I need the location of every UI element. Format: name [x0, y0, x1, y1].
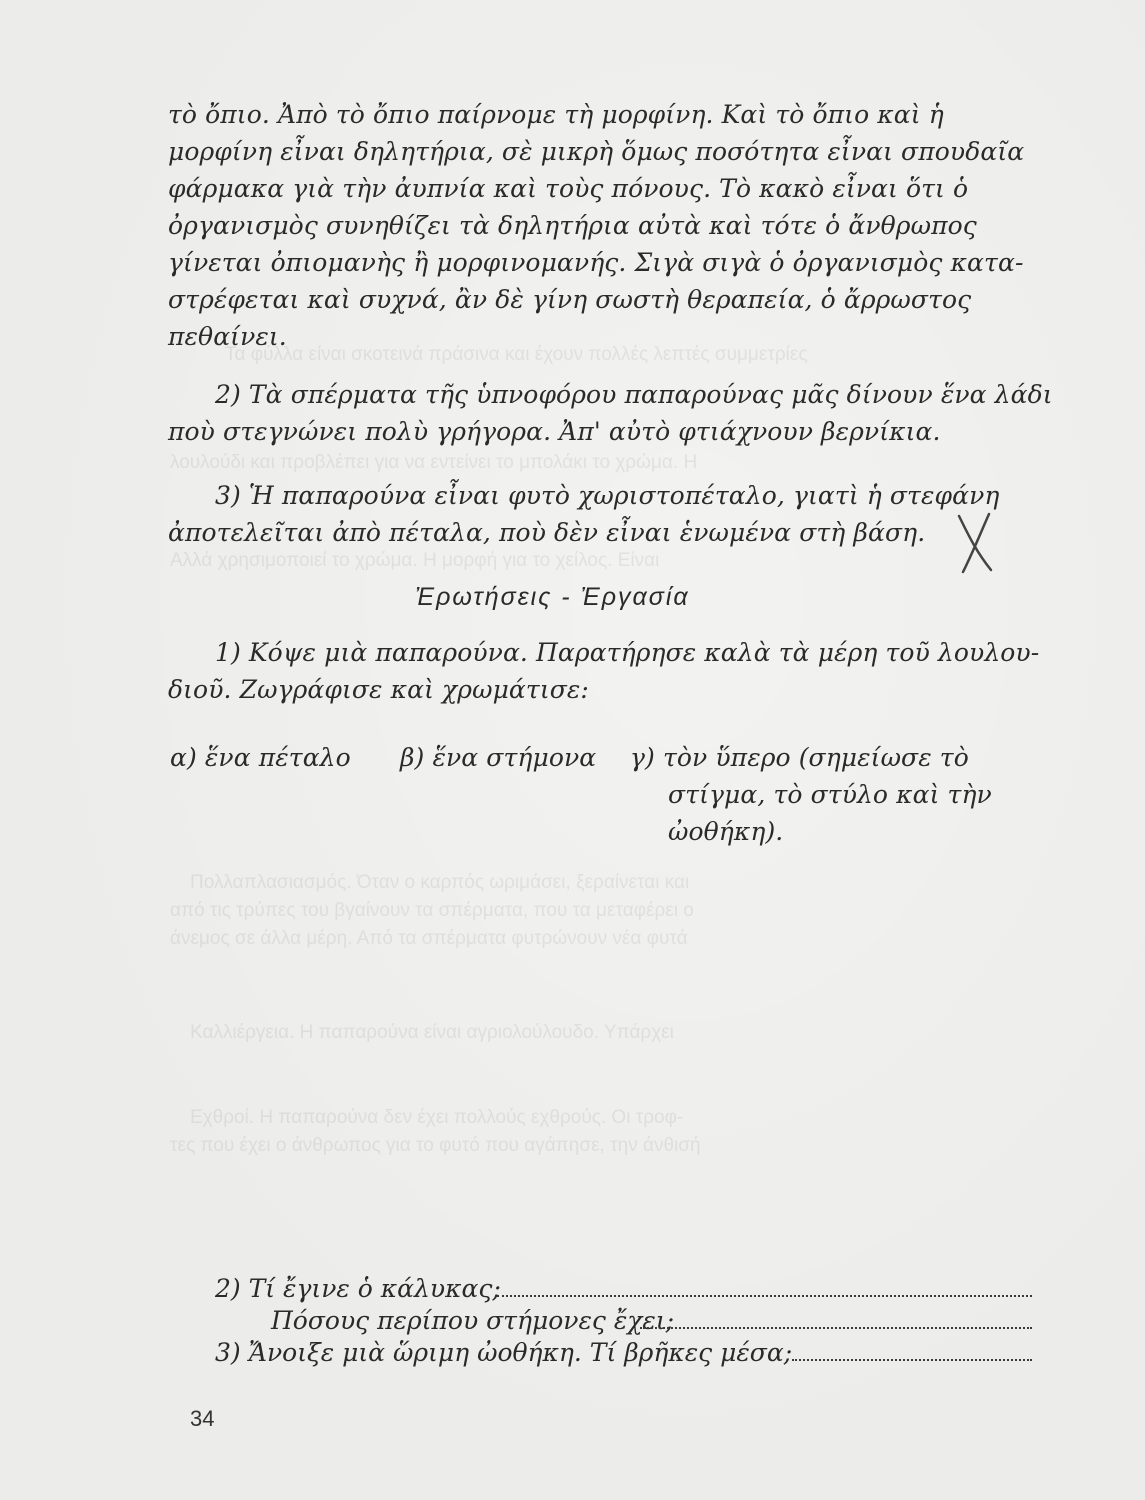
answer-blank[interactable] [640, 1327, 1032, 1329]
paragraph-line: μορφίνη εἶναι δηλητήρια, σὲ μικρὴ ὅμως ποσότητα εἶναι σπουδαῖα [168, 137, 1025, 166]
bleed-through-text: Πολλαπλασιασμός. Όταν ο καρπός ωριμάσει, ξεραίνεται και [190, 872, 690, 893]
answer-blank[interactable] [792, 1359, 1032, 1361]
paragraph-line: γίνεται ὀπιομανὴς ἢ μορφινομανής. Σιγὰ σιγὰ ὁ ὀργανισμὸς κατα- [168, 248, 1024, 277]
bleed-through-text: άνεμος σε άλλα μέρη. Από τα σπέρματα φυτρώνουν νέα φυτά [170, 928, 688, 949]
bleed-through-text: από τις τρύπες του βγαίνουν τα σπέρματα, που τα μεταφέρει ο [170, 900, 694, 921]
option-b: β) ἕνα στήμονα [400, 743, 597, 772]
paragraph-line: πεθαίνει. [168, 322, 287, 351]
paragraph-line: στρέφεται καὶ συχνά, ἂν δὲ γίνη σωστὴ θεραπεία, ὁ ἄρρωστος [168, 285, 972, 314]
bleed-through-text: Αλλά χρησιμοποιεί το χρώμα. Η μορφή για το χείλος. Είναι [170, 550, 660, 571]
page-number: 34 [190, 1406, 215, 1431]
bleed-through-text: Εχθροί. Η παπαρούνα δεν έχει πολλούς εχθρούς. Οι τροφ- [190, 1107, 684, 1128]
paragraph-line: 3) Ἡ παπαρούνα εἶναι φυτὸ χωριστοπέταλο, γιατὶ ἡ στεφάνη [215, 481, 1000, 510]
paragraph-line: ἀποτελεῖται ἀπὸ πέταλα, ποὺ δὲν εἶναι ἑνωμένα στὴ βάση. [168, 518, 926, 547]
bleed-through-text: Καλλιέργεια. Η παπαρούνα είναι αγριολούλουδο. Υπάρχει [190, 1022, 674, 1043]
bleed-through-text: λουλούδι και προβλέπει για να εντείνει το μπολάκι το χρώμα. Η [170, 452, 698, 473]
paragraph-line: ποὺ στεγνώνει πολὺ γρήγορα. Ἀπ' αὐτὸ φτιάχνουν βερνίκια. [168, 417, 941, 446]
bleed-through-text: τες που έχει ο άνθρωπος για το φυτό που αγάπησε, την άνθισή [170, 1135, 701, 1156]
paragraph-line: τὸ ὄπιο. Ἀπὸ τὸ ὄπιο παίρνομε τὴ μορφίνη. Καὶ τὸ ὄπιο καὶ ἡ [168, 100, 944, 129]
answer-blank[interactable] [497, 1295, 1032, 1297]
option-a: α) ἕνα πέταλο [170, 743, 351, 772]
paragraph-line: ὀργανισμὸς συνηθίζει τὰ δηλητήρια αὐτὰ καὶ τότε ὁ ἄνθρωπος [168, 211, 977, 240]
paragraph-line: 2) Τὰ σπέρματα τῆς ὑπνοφόρου παπαρούνας μᾶς δίνουν ἕνα λάδι [215, 380, 1053, 409]
handwritten-x-mark [955, 510, 995, 574]
question-2b: Πόσους περίπου στήμονες ἔχει; [271, 1306, 675, 1335]
question-2: 2) Τί ἔγινε ὁ κάλυκας; [215, 1274, 501, 1303]
paragraph-line: φάρμακα γιὰ τὴν ἀυπνία καὶ τοὺς πόνους. Τὸ κακὸ εἶναι ὅτι ὁ [168, 174, 969, 203]
option-c: ὠοθήκη). [668, 817, 784, 846]
question-line: διοῦ. Ζωγράφισε καὶ χρωμάτισε: [168, 675, 589, 704]
question-3: 3) Ἄνοιξε μιὰ ὥριμη ὠοθήκη. Τί βρῆκες μέσα; [215, 1338, 793, 1367]
option-c: στίγμα, τὸ στύλο καὶ τὴν [668, 780, 992, 809]
bleed-through-text: Τα φύλλα είναι σκοτεινά πράσινα και έχουν πολλές λεπτές συμμετρίες [225, 344, 808, 365]
section-heading: Ἐρωτήσεις - Ἐργασία [415, 583, 690, 611]
option-c: γ) τὸν ὕπερο (σημείωσε τὸ [630, 743, 969, 772]
question-line: 1) Κόψε μιὰ παπαρούνα. Παρατήρησε καλὰ τὰ μέρη τοῦ λουλου- [215, 638, 1040, 667]
